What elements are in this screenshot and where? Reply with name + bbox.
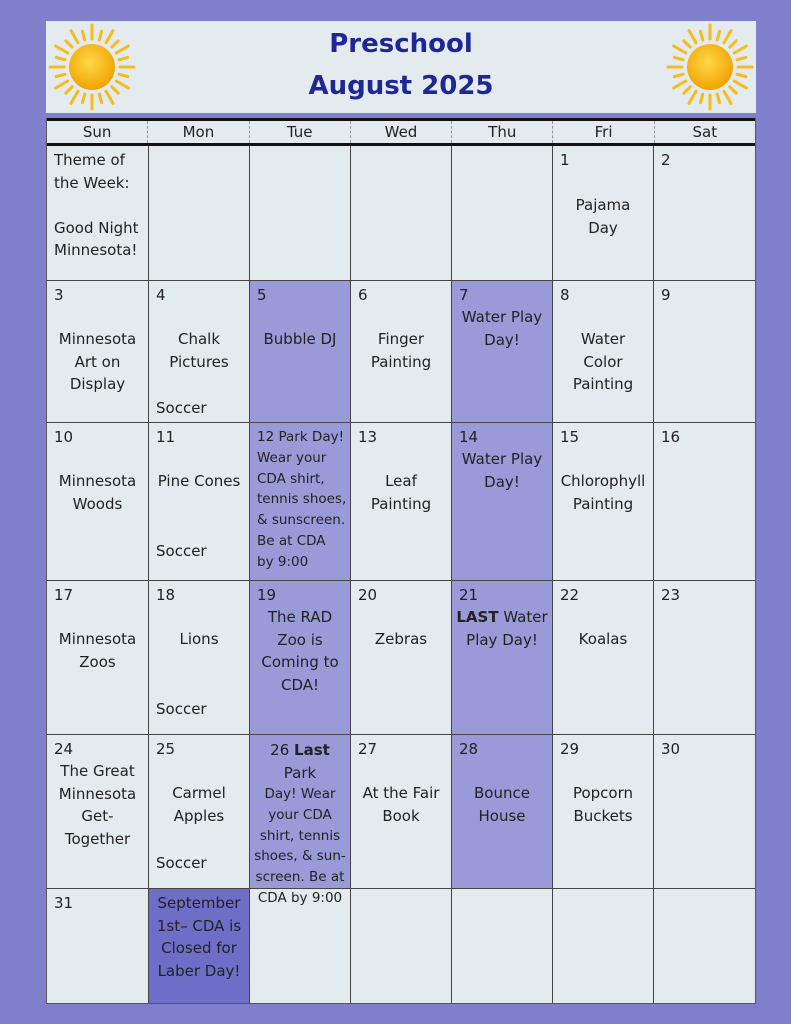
day-number: 27 bbox=[358, 740, 378, 758]
day-number: 9 bbox=[661, 286, 671, 304]
event-text: Together bbox=[64, 829, 131, 848]
event-text: CDA shirt, bbox=[257, 470, 325, 487]
event-text: Day bbox=[588, 218, 618, 237]
day-cell-15 bbox=[553, 423, 654, 581]
day-cell-20 bbox=[351, 581, 452, 735]
weekday-fri: Fri bbox=[553, 121, 654, 143]
event-text: Book bbox=[382, 806, 420, 825]
day-cell-2 bbox=[654, 146, 755, 281]
soccer-label: Soccer bbox=[156, 854, 207, 872]
day-number: 21 bbox=[459, 586, 479, 604]
soccer-label: Soccer bbox=[156, 700, 207, 718]
event-text: CDA! bbox=[280, 675, 320, 694]
day-cell-empty bbox=[452, 889, 553, 1003]
day-cell-29 bbox=[553, 735, 654, 889]
day-cell-empty bbox=[553, 889, 654, 1003]
day-cell-6 bbox=[351, 281, 452, 423]
event-text: House bbox=[478, 806, 526, 825]
event-text: Bounce bbox=[474, 784, 530, 802]
event-text: Zoo is bbox=[277, 630, 323, 649]
day-cell-14 bbox=[452, 423, 553, 581]
day-number: 26 bbox=[270, 741, 295, 759]
event-text: Be at CDA bbox=[257, 532, 326, 549]
day-number: 10 bbox=[54, 428, 74, 446]
day-cell-empty bbox=[149, 146, 250, 281]
day-cell-empty bbox=[351, 889, 452, 1003]
event-text: screen. Be at bbox=[255, 869, 345, 886]
day-number: 30 bbox=[661, 740, 681, 758]
title-preschool: Preschool bbox=[329, 29, 473, 59]
theme-line: Minnesota! bbox=[54, 241, 138, 259]
day-number: 31 bbox=[54, 894, 74, 912]
event-text: by 9:00 bbox=[257, 553, 309, 570]
event-text: Water Play bbox=[461, 450, 543, 468]
day-number: 24 bbox=[54, 740, 74, 758]
day-number: 11 bbox=[156, 428, 176, 446]
day-number: 15 bbox=[560, 428, 580, 446]
day-cell-21 bbox=[452, 581, 553, 735]
theme-line: Theme of bbox=[54, 151, 125, 169]
day-cell-31 bbox=[47, 889, 149, 1003]
event-text: & sunscreen. bbox=[257, 512, 346, 529]
emphasis-text: LAST bbox=[456, 608, 499, 626]
event-text: Koalas bbox=[578, 630, 628, 648]
event-text: Water bbox=[498, 608, 548, 626]
weekday-header-row bbox=[47, 118, 755, 146]
day-number: 28 bbox=[459, 740, 479, 758]
event-text: Minnesota bbox=[58, 472, 137, 490]
day-cell-7 bbox=[452, 281, 553, 423]
day-cell-26 bbox=[250, 735, 351, 906]
event-text: Pictures bbox=[169, 352, 229, 371]
event-text: Carmel bbox=[172, 784, 226, 802]
event-text: Chalk bbox=[177, 330, 221, 348]
event-text: Pine Cones bbox=[157, 472, 241, 490]
day-cell-9 bbox=[654, 281, 755, 423]
weekday-sat: Sat bbox=[692, 123, 718, 141]
event-text: Apples bbox=[173, 806, 225, 825]
day-cell-27 bbox=[351, 735, 452, 889]
event-text: shoes, & sun- bbox=[254, 848, 346, 865]
day-cell-25 bbox=[149, 735, 250, 889]
day-number: 25 bbox=[156, 740, 176, 758]
event-text: your CDA bbox=[268, 806, 332, 823]
event-text: Day! bbox=[484, 330, 520, 349]
event-text: Zebras bbox=[374, 630, 428, 648]
day-cell-19 bbox=[250, 581, 351, 735]
day-number: 17 bbox=[54, 586, 74, 604]
day-cell-11 bbox=[149, 423, 250, 581]
event-text: Color bbox=[583, 352, 623, 371]
theme-line: Good Night bbox=[54, 218, 139, 237]
event-text: 12 Park Day! bbox=[257, 429, 345, 445]
weekday-tue: Tue bbox=[250, 121, 351, 143]
event-text: Buckets bbox=[573, 806, 633, 825]
day-number: 1 bbox=[560, 151, 570, 169]
day-cell-4 bbox=[149, 281, 250, 423]
event-text: Chlorophyll bbox=[560, 472, 646, 490]
event-text: Day! Wear bbox=[264, 786, 336, 802]
event-text: Art on bbox=[74, 352, 121, 371]
emphasis-text: Last bbox=[294, 741, 330, 759]
day-number: 8 bbox=[560, 286, 570, 304]
event-text: Get- bbox=[81, 807, 114, 825]
event-text: Laber Day! bbox=[157, 961, 241, 980]
calendar-grid bbox=[46, 118, 756, 1004]
day-cell-30 bbox=[654, 735, 755, 889]
event-text: Woods bbox=[72, 494, 123, 513]
event-text: Park bbox=[283, 763, 317, 782]
event-text: Coming to bbox=[261, 653, 339, 671]
day-cell-8 bbox=[553, 281, 654, 423]
event-text: Popcorn bbox=[572, 784, 634, 802]
day-cell-3 bbox=[47, 281, 149, 423]
event-text bbox=[253, 739, 347, 784]
day-number: 20 bbox=[358, 586, 378, 604]
day-number: 14 bbox=[459, 428, 479, 446]
day-number: 18 bbox=[156, 586, 176, 604]
day-number: 5 bbox=[257, 286, 267, 304]
event-text: Painting bbox=[370, 494, 432, 513]
event-text: Bubble DJ bbox=[263, 330, 337, 348]
day-cell-23 bbox=[654, 581, 755, 735]
day-number: 23 bbox=[661, 586, 681, 604]
event-text: Minnesota bbox=[58, 784, 137, 803]
day-number: 3 bbox=[54, 286, 64, 304]
day-cell-empty bbox=[654, 889, 755, 1003]
weekday-mon: Mon bbox=[148, 121, 249, 143]
day-number: 22 bbox=[560, 586, 580, 604]
event-text: Lions bbox=[179, 630, 219, 648]
weekday-thu: Thu bbox=[452, 121, 553, 143]
day-cell-empty bbox=[250, 146, 351, 281]
event-text: Display bbox=[69, 375, 126, 393]
event-text: 1st– CDA is bbox=[156, 916, 242, 935]
event-text: At the Fair bbox=[362, 784, 440, 802]
event-text: Leaf bbox=[385, 472, 417, 490]
day-cell-sep-1 bbox=[149, 889, 250, 1003]
day-cell-1 bbox=[553, 146, 654, 281]
event-text: CDA by 9:00 bbox=[257, 889, 343, 906]
event-text: Water Play bbox=[461, 308, 543, 326]
title-month: August 2025 bbox=[308, 71, 494, 101]
event-text: Wear your bbox=[257, 449, 327, 466]
event-text: Painting bbox=[370, 352, 432, 371]
day-cell-5 bbox=[250, 281, 351, 423]
day-cell-22 bbox=[553, 581, 654, 735]
event-text: Closed for bbox=[161, 939, 237, 957]
day-cell-empty bbox=[452, 146, 553, 281]
event-text: tennis shoes, bbox=[257, 491, 347, 508]
event-text: Pajama bbox=[575, 196, 631, 214]
event-text: Painting bbox=[572, 375, 634, 393]
day-number: 6 bbox=[358, 286, 368, 304]
day-number: 13 bbox=[358, 428, 378, 446]
event-text: Finger bbox=[377, 330, 425, 348]
day-number: 19 bbox=[257, 586, 277, 604]
day-cell-empty bbox=[250, 889, 351, 1003]
theme-line: the Week: bbox=[54, 173, 130, 192]
day-number: 29 bbox=[560, 740, 580, 758]
weekday-wed: Wed bbox=[351, 121, 452, 143]
event-text bbox=[455, 606, 549, 629]
day-cell-28 bbox=[452, 735, 553, 889]
soccer-label: Soccer bbox=[156, 542, 207, 560]
event-text: Play Day! bbox=[466, 630, 538, 649]
day-cell-16 bbox=[654, 423, 755, 581]
event-text: Zoos bbox=[79, 652, 116, 671]
day-number: 4 bbox=[156, 286, 166, 304]
event-text: The Great bbox=[60, 762, 135, 780]
event-text: Minnesota bbox=[58, 330, 137, 348]
day-number: 7 bbox=[459, 286, 469, 304]
day-cell-17 bbox=[47, 581, 149, 735]
day-number: 16 bbox=[661, 428, 681, 446]
day-cell-13 bbox=[351, 423, 452, 581]
event-text: Water bbox=[580, 330, 626, 348]
calendar-header bbox=[46, 21, 756, 113]
event-text: shirt, tennis bbox=[259, 827, 341, 844]
event-text: Day! bbox=[484, 472, 520, 491]
day-cell-24 bbox=[47, 735, 149, 889]
event-text: Minnesota bbox=[58, 630, 137, 648]
day-cell-18 bbox=[149, 581, 250, 735]
day-cell-theme bbox=[47, 146, 149, 281]
day-number: 2 bbox=[661, 151, 671, 169]
event-text: The RAD bbox=[267, 608, 333, 626]
weekday-sun: Sun bbox=[47, 121, 148, 143]
day-cell-10 bbox=[47, 423, 149, 581]
event-text: September bbox=[157, 894, 241, 912]
soccer-label: Soccer bbox=[156, 399, 207, 417]
day-cell-empty bbox=[351, 146, 452, 281]
day-cell-12 bbox=[250, 423, 351, 581]
event-text: Painting bbox=[572, 494, 634, 513]
